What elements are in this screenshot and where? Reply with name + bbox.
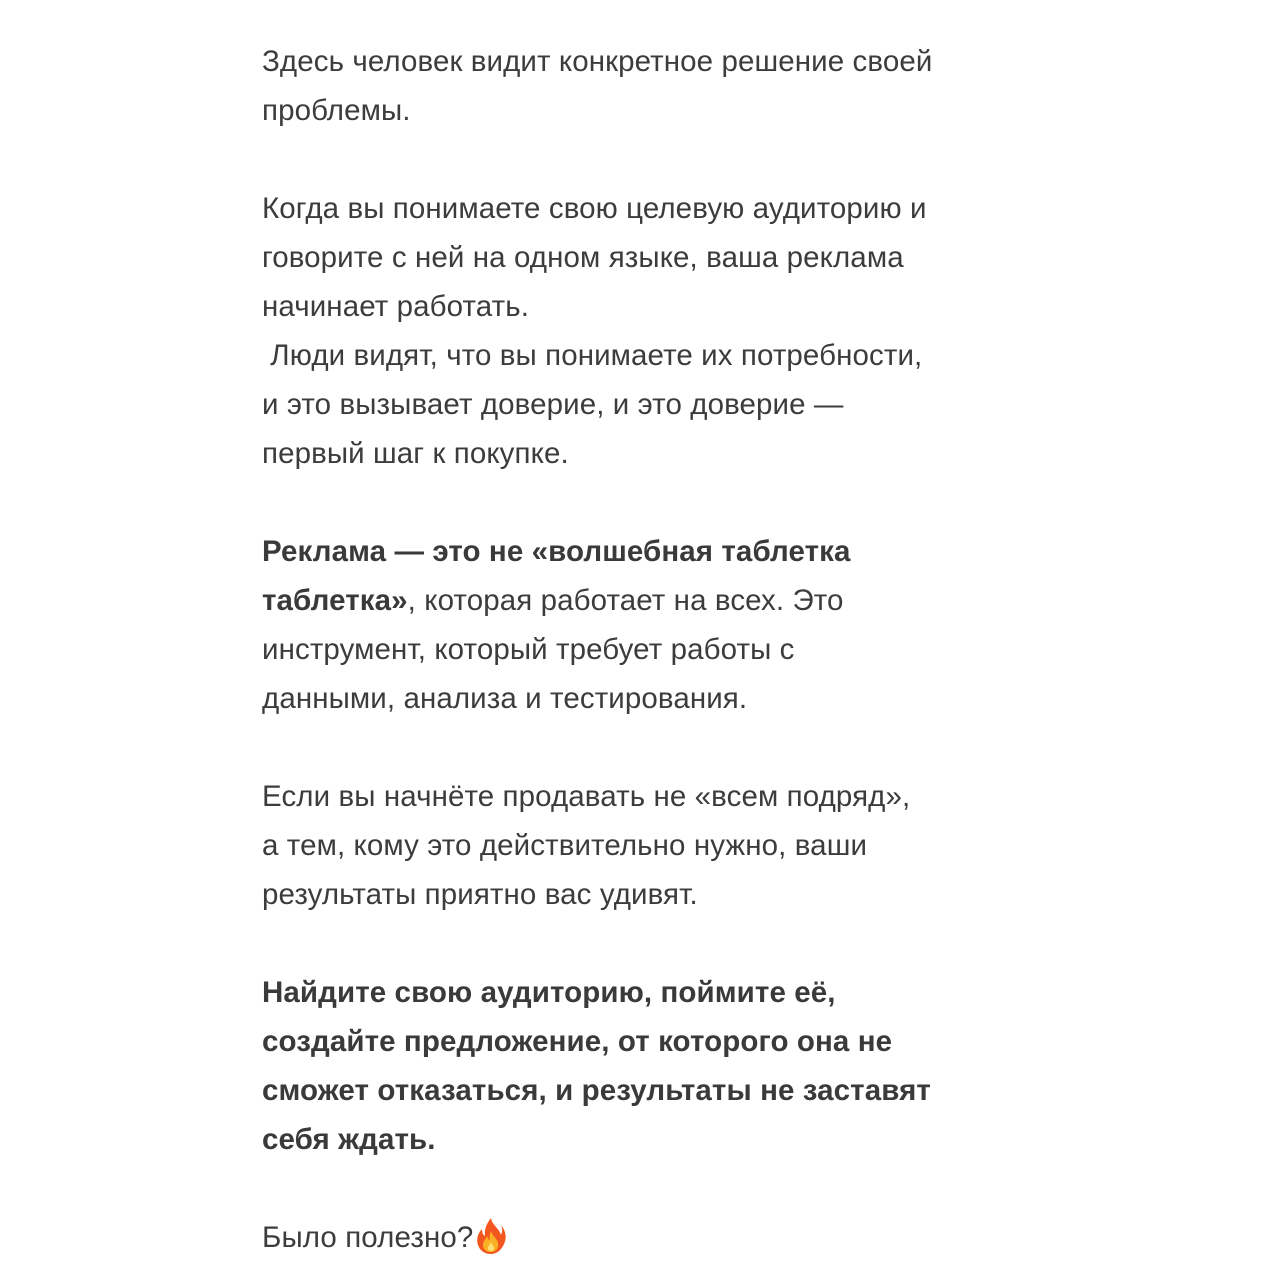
text-line: данными, анализа и тестирования. <box>262 682 748 715</box>
bold-text-line: создайте предложение, от которого она не <box>262 1025 893 1058</box>
text-line <box>262 1213 1022 1262</box>
paragraph-intro <box>262 37 1022 135</box>
paragraph-gap <box>262 919 1022 968</box>
text-line: проблемы. <box>262 94 411 127</box>
paragraph-call-to-action <box>262 968 1022 1164</box>
text-line: инструмент, который требует работы с <box>262 633 795 666</box>
bold-text-line: Найдите свою аудиторию, поймите её, <box>262 976 836 1009</box>
bold-fragment: таблетка» <box>262 584 408 617</box>
text-line: результаты приятно вас удивят. <box>262 878 698 911</box>
paragraph-targeting <box>262 772 1022 919</box>
question-text: Было полезно? <box>262 1221 474 1254</box>
paragraph-magic-pill <box>262 527 1022 723</box>
bold-text-line: сможет отказаться, и результаты не заставят <box>262 1074 931 1107</box>
text-line: первый шаг к покупке. <box>262 437 569 470</box>
fire-icon <box>475 1217 507 1255</box>
text-line: и это вызывает доверие, и это доверие — <box>262 388 844 421</box>
text-line: а тем, кому это действительно нужно, ваши <box>262 829 868 862</box>
bold-text-line: себя ждать. <box>262 1123 436 1156</box>
text-line: говорите с ней на одном языке, ваша реклама <box>262 241 904 274</box>
bold-text-line: Реклама — это не «волшебная таблетка <box>262 535 851 568</box>
text-line: Когда вы понимаете свою целевую аудиторию и <box>262 192 927 225</box>
paragraph-gap <box>262 723 1022 772</box>
text-line: Люди видят, что вы понимаете их потребности, <box>262 339 923 372</box>
text-line: Если вы начнёте продавать не «всем подряд», <box>262 780 911 813</box>
paragraph-gap <box>262 135 1022 184</box>
paragraph-gap <box>262 1164 1022 1213</box>
paragraph-gap <box>262 478 1022 527</box>
text-line: начинает работать. <box>262 290 530 323</box>
paragraph-question <box>262 1213 1022 1262</box>
text-line <box>262 576 1022 625</box>
text-fragment: , которая работает на всех. Это <box>407 584 844 617</box>
text-line: Здесь человек видит конкретное решение своей <box>262 45 933 78</box>
note-body <box>262 37 1022 1262</box>
paragraph-audience <box>262 184 1022 478</box>
